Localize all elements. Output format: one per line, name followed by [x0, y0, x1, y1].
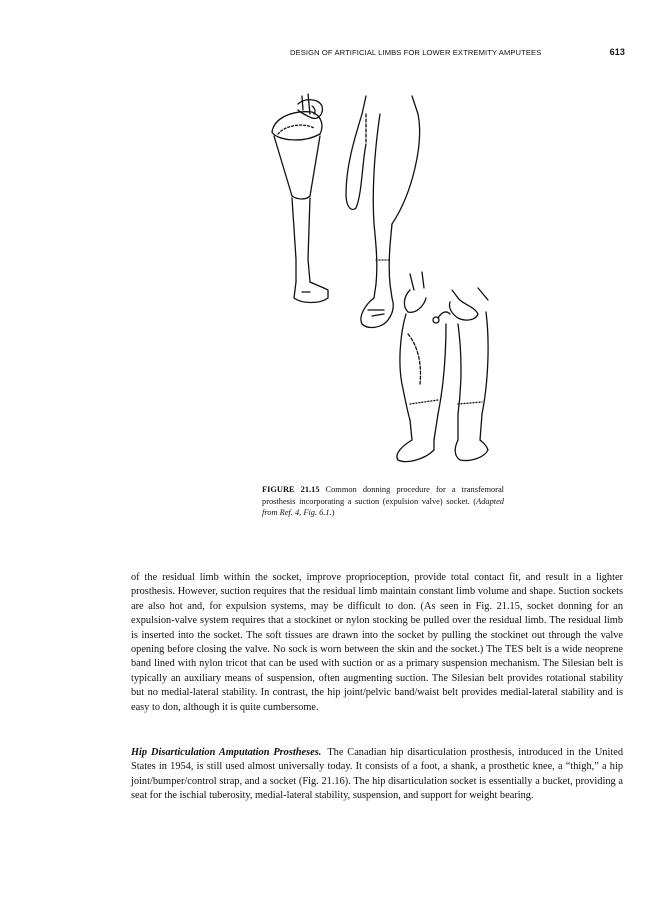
- amputee-leg-drawing: [346, 96, 420, 327]
- prosthesis-socket-drawing: [272, 94, 328, 303]
- caption-end: ): [331, 508, 335, 518]
- body-paragraph: of the residual limb within the socket, improve proprioception, provide total contact fit, and result in a lighter prosthesis. However, suction requires that the residual limb maintain constant limb volume and shape. Suction sockets are also hot and, for expulsion systems, may be difficult to don. (As seen in Fig. 21.15, socket donning for an expulsion-valve system requires that a stockinet or nylon stocking be pulled over the residual limb. The residual limb is inserted into the socket. The soft tissues are drawn into the socket by pulling the stockinet out through the valve opening before closing the valve. No sock is worn between the skin and the socket.) The TES belt is a wide neoprene band lined with nylon tricot that can be used with suction or as a primary suspension mechanism. The Silesian belt is typically an auxiliary means of suspension, often augmenting suction. The Silesian belt provides rotational stability but no medial-lateral stability. In contrast, the hip joint/pelvic band/waist belt provides medial-lateral stability and is easy to don, although it is quite cumbersome.: [131, 572, 623, 713]
- page-number: 613: [609, 47, 625, 57]
- prosthesis-donning-drawing: [262, 84, 512, 474]
- running-title: DESIGN OF ARTIFICIAL LIMBS FOR LOWER EXTREMITY AMPUTEES: [290, 48, 542, 57]
- socket-donning-drawing: [397, 272, 488, 462]
- caption-text: Common donning procedure for a transfemoral prosthesis incorporating a suction (expulsion valve) socket. (: [262, 485, 504, 506]
- running-head: [290, 48, 625, 57]
- figure-label: FIGURE 21.15: [262, 485, 320, 494]
- caption-source: Adapted from Ref. 4, Fig. 6.1.: [262, 496, 504, 518]
- figure-caption: [262, 484, 504, 519]
- section-paragraph-text: The Canadian hip disarticulation prosthesis, introduced in the United States in 1954, is still used almost universally today. It consists of a foot, a shank, a prosthetic knee, a “thigh,” a hip joint/bumper/control strap, and a socket (Fig. 21.16). The hip disarticulation socket is essentially a bucket, providing a seat for the ischial tuberosity, medial-lateral stability, suspension, and support for weight bearing.: [131, 747, 623, 802]
- figure-illustration: [262, 84, 512, 474]
- section-heading: Hip Disarticulation Amputation Prostheses.: [131, 747, 322, 758]
- section-paragraph: [131, 746, 623, 804]
